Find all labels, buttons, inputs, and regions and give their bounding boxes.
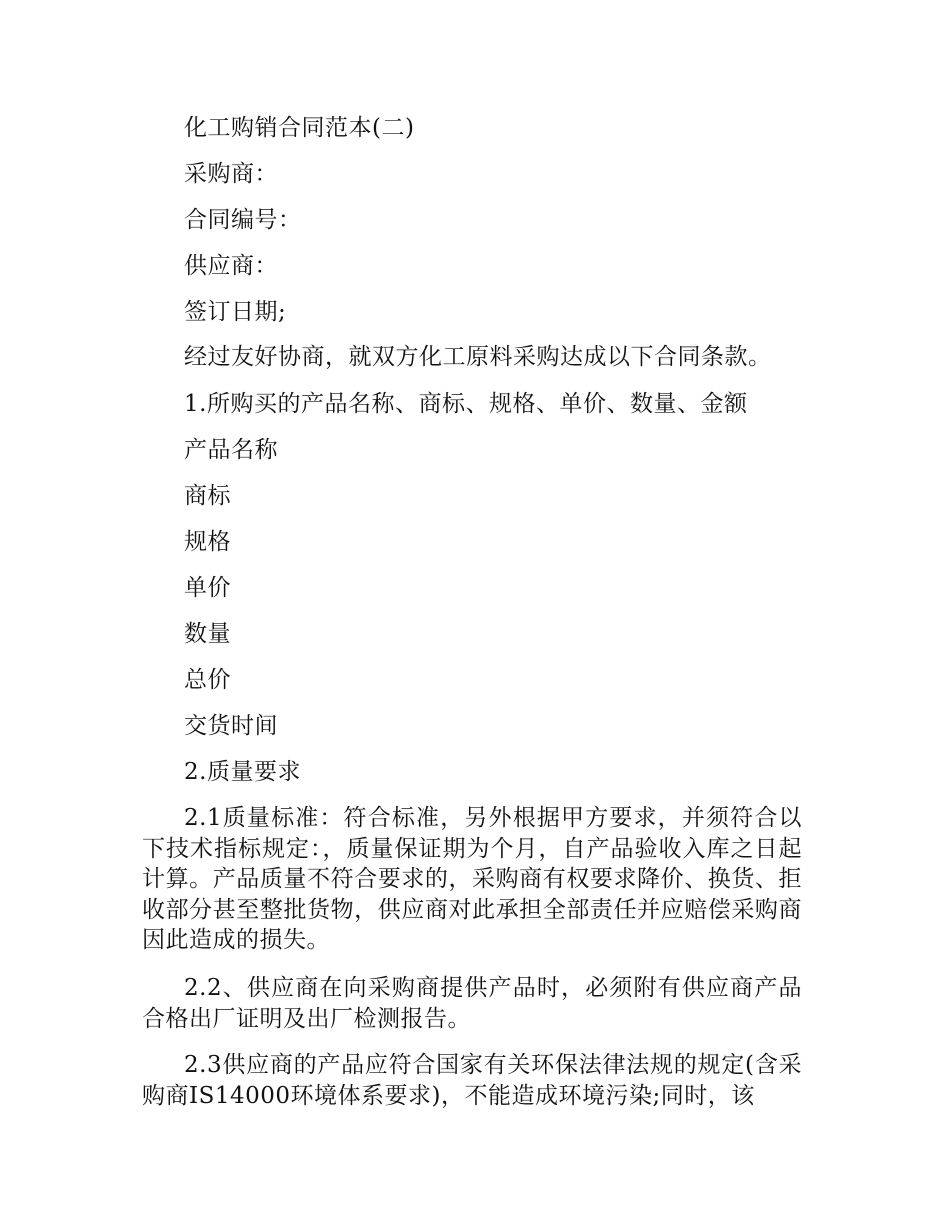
buyer-field-label: 采购商： [184, 161, 278, 187]
contract-number-field-label: 合同编号： [184, 207, 302, 233]
product-item-trademark: 商标 [184, 483, 231, 509]
product-item-delivery-time: 交货时间 [184, 713, 278, 739]
product-item-spec: 规格 [184, 529, 231, 555]
document-title: 化工购销合同范本(二) [184, 115, 415, 141]
product-item-name: 产品名称 [184, 437, 278, 463]
factory-certificate-paragraph: 2.2、供应商在向采购商提供产品时，必须附有供应商产品合格出厂证明及出厂检测报告。 [142, 975, 802, 1032]
environmental-compliance-paragraph: 2.3供应商的产品应符合国家有关环保法律法规的规定(含采购商IS14000环境体系要求)，不能造成环境污染;同时，该 [142, 1052, 802, 1109]
supplier-field-label: 供应商： [184, 253, 278, 279]
quality-standard-paragraph: 2.1质量标准：符合标准，另外根据甲方要求，并须符合以下技术指标规定：，质量保证期为个月，自产品验收入库之日起计算。产品质量不符合要求的，采购商有权要求降价、换货、拒收部分甚至整批货物，供应商对此承担全部责任并应赔偿采购商因此造成的损失。 [142, 805, 802, 953]
product-item-unit-price: 单价 [184, 575, 231, 601]
product-item-total: 总价 [184, 667, 231, 693]
sign-date-field-label: 签订日期; [184, 299, 287, 325]
product-item-quantity: 数量 [184, 621, 231, 647]
section-1-heading: 1.所购买的产品名称、商标、规格、单价、数量、金额 [184, 391, 748, 417]
section-2-heading: 2.质量要求 [184, 759, 301, 785]
intro-text: 经过友好协商，就双方化工原料采购达成以下合同条款。 [184, 344, 772, 370]
